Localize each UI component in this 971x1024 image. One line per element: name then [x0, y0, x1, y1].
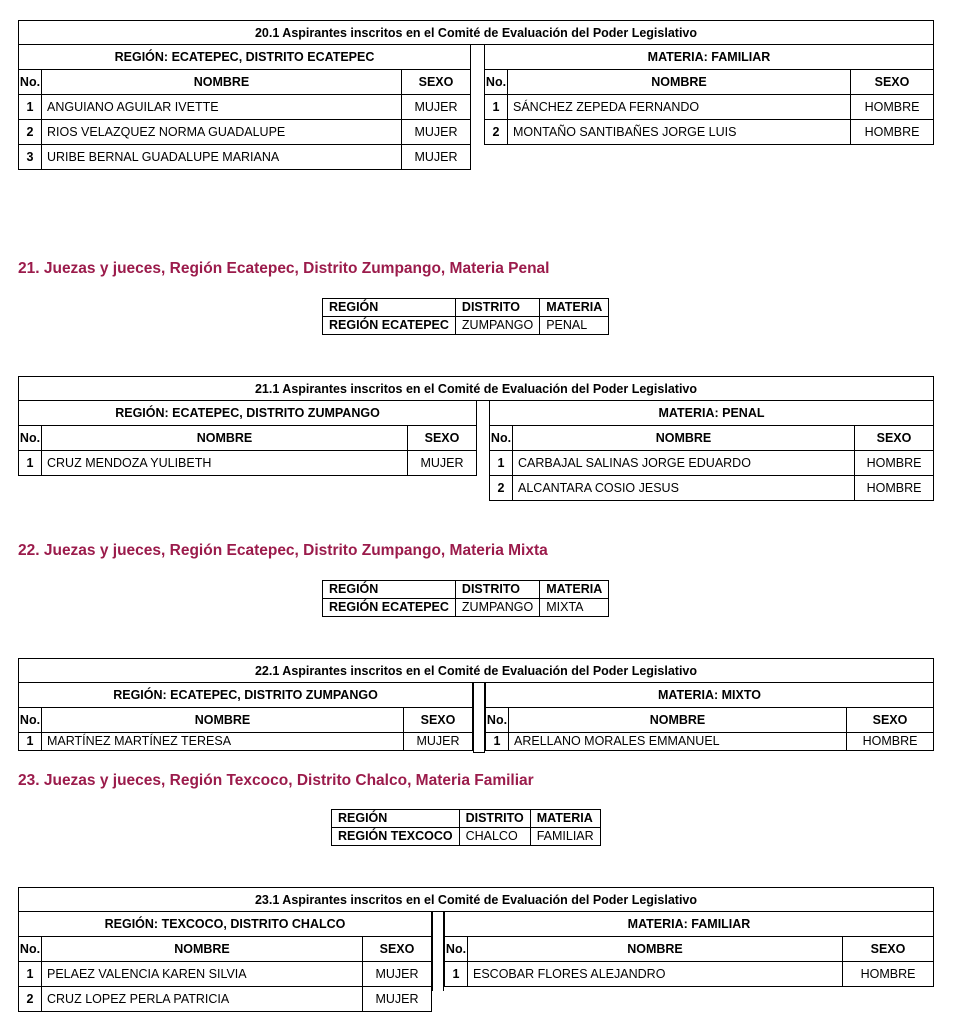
table-caption-21-1: 21.1 Aspirantes inscritos en el Comité de Evaluación del Poder Legislativo [18, 376, 934, 401]
info-h-distrito: DISTRITO [459, 810, 530, 828]
row-no: 1 [485, 95, 508, 120]
divider-22 [473, 682, 485, 753]
right-table-21-1 [489, 400, 934, 501]
info-materia: FAMILIAR [530, 828, 600, 846]
table-row [490, 451, 934, 476]
col-sexo: SEXO [851, 70, 934, 95]
row-no: 1 [19, 733, 42, 751]
info-region: REGIÓN ECATEPEC [323, 317, 456, 335]
col-nombre: NOMBRE [509, 708, 847, 733]
left-title: REGIÓN: ECATEPEC, DISTRITO ECATEPEC [19, 45, 471, 70]
right-title: MATERIA: FAMILIAR [445, 912, 934, 937]
col-sexo: SEXO [843, 937, 934, 962]
col-no: No. [19, 426, 42, 451]
row-sexo: MUJER [404, 733, 473, 751]
table-row [490, 476, 934, 501]
row-sexo: HOMBRE [843, 962, 934, 987]
info-distrito: ZUMPANGO [455, 317, 539, 335]
row-sexo: MUJER [363, 962, 432, 987]
info-distrito: CHALCO [459, 828, 530, 846]
left-title: REGIÓN: TEXCOCO, DISTRITO CHALCO [19, 912, 432, 937]
table-row [485, 95, 934, 120]
col-sexo: SEXO [402, 70, 471, 95]
row-nombre: PELAEZ VALENCIA KAREN SILVIA [42, 962, 363, 987]
col-no: No. [490, 426, 513, 451]
section-heading-22: 22. Juezas y jueces, Región Ecatepec, Distrito Zumpango, Materia Mixta [18, 542, 548, 559]
left-table-23-1 [18, 911, 432, 1012]
left-table-20-1 [18, 44, 471, 170]
row-nombre: ARELLANO MORALES EMMANUEL [509, 733, 847, 751]
row-no: 1 [19, 962, 42, 987]
row-no: 1 [19, 451, 42, 476]
row-no: 1 [445, 962, 468, 987]
right-table-20-1 [484, 44, 934, 145]
row-no: 3 [19, 145, 42, 170]
row-nombre: RIOS VELAZQUEZ NORMA GUADALUPE [42, 120, 402, 145]
table-row [445, 962, 934, 987]
table-row [486, 733, 934, 751]
table-row [19, 95, 471, 120]
table-row [19, 451, 477, 476]
table-row [19, 962, 432, 987]
row-nombre: URIBE BERNAL GUADALUPE MARIANA [42, 145, 402, 170]
col-sexo: SEXO [404, 708, 473, 733]
left-table-22-1 [18, 682, 473, 751]
left-title: REGIÓN: ECATEPEC, DISTRITO ZUMPANGO [19, 401, 477, 426]
row-no: 2 [485, 120, 508, 145]
info-table-21 [322, 298, 609, 335]
table-row [485, 120, 934, 145]
col-nombre: NOMBRE [508, 70, 851, 95]
col-nombre: NOMBRE [42, 426, 408, 451]
col-sexo: SEXO [408, 426, 477, 451]
col-no: No. [19, 708, 42, 733]
section-heading-23: 23. Juezas y jueces, Región Texcoco, Distrito Chalco, Materia Familiar [18, 772, 534, 789]
info-h-region: REGIÓN [323, 581, 456, 599]
row-sexo: HOMBRE [851, 120, 934, 145]
row-nombre: ESCOBAR FLORES ALEJANDRO [468, 962, 843, 987]
info-h-materia: MATERIA [540, 581, 609, 599]
info-h-region: REGIÓN [332, 810, 460, 828]
section-heading-21: 21. Juezas y jueces, Región Ecatepec, Distrito Zumpango, Materia Penal [18, 260, 550, 277]
col-nombre: NOMBRE [42, 937, 363, 962]
info-h-distrito: DISTRITO [455, 299, 539, 317]
row-sexo: HOMBRE [855, 451, 934, 476]
col-sexo: SEXO [363, 937, 432, 962]
info-h-region: REGIÓN [323, 299, 456, 317]
row-nombre: CRUZ MENDOZA YULIBETH [42, 451, 408, 476]
row-nombre: MONTAÑO SANTIBAÑES JORGE LUIS [508, 120, 851, 145]
col-no: No. [19, 937, 42, 962]
row-sexo: MUJER [402, 95, 471, 120]
row-no: 1 [19, 95, 42, 120]
col-nombre: NOMBRE [513, 426, 855, 451]
right-title: MATERIA: MIXTO [486, 683, 934, 708]
info-region: REGIÓN ECATEPEC [323, 599, 456, 617]
row-sexo: MUJER [408, 451, 477, 476]
row-sexo: HOMBRE [851, 95, 934, 120]
col-nombre: NOMBRE [42, 70, 402, 95]
col-no: No. [445, 937, 468, 962]
row-nombre: CRUZ LOPEZ PERLA PATRICIA [42, 987, 363, 1012]
left-table-21-1 [18, 400, 477, 476]
table-row [19, 987, 432, 1012]
col-sexo: SEXO [847, 708, 934, 733]
col-no: No. [485, 70, 508, 95]
table-row [19, 145, 471, 170]
col-nombre: NOMBRE [42, 708, 404, 733]
right-title: MATERIA: FAMILIAR [485, 45, 934, 70]
info-h-distrito: DISTRITO [455, 581, 539, 599]
info-materia: PENAL [540, 317, 609, 335]
row-no: 2 [490, 476, 513, 501]
table-row [19, 120, 471, 145]
row-no: 1 [490, 451, 513, 476]
table-caption-20-1: 20.1 Aspirantes inscritos en el Comité de Evaluación del Poder Legislativo [18, 20, 934, 45]
right-table-23-1 [444, 911, 934, 987]
row-no: 2 [19, 987, 42, 1012]
divider-23 [432, 911, 444, 991]
info-h-materia: MATERIA [540, 299, 609, 317]
row-nombre: CARBAJAL SALINAS JORGE EDUARDO [513, 451, 855, 476]
right-title: MATERIA: PENAL [490, 401, 934, 426]
info-materia: MIXTA [540, 599, 609, 617]
info-distrito: ZUMPANGO [455, 599, 539, 617]
row-nombre: ANGUIANO AGUILAR IVETTE [42, 95, 402, 120]
table-caption-22-1: 22.1 Aspirantes inscritos en el Comité de Evaluación del Poder Legislativo [18, 658, 934, 683]
left-title: REGIÓN: ECATEPEC, DISTRITO ZUMPANGO [19, 683, 473, 708]
right-table-22-1 [485, 682, 934, 751]
table-caption-23-1: 23.1 Aspirantes inscritos en el Comité de Evaluación del Poder Legislativo [18, 887, 934, 912]
table-row [19, 733, 473, 751]
col-no: No. [19, 70, 42, 95]
row-no: 2 [19, 120, 42, 145]
row-nombre: ALCANTARA COSIO JESUS [513, 476, 855, 501]
row-no: 1 [486, 733, 509, 751]
col-sexo: SEXO [855, 426, 934, 451]
row-nombre: SÁNCHEZ ZEPEDA FERNANDO [508, 95, 851, 120]
row-sexo: MUJER [402, 120, 471, 145]
row-sexo: HOMBRE [855, 476, 934, 501]
col-no: No. [486, 708, 509, 733]
info-table-22 [322, 580, 609, 617]
row-sexo: MUJER [363, 987, 432, 1012]
row-sexo: HOMBRE [847, 733, 934, 751]
info-region: REGIÓN TEXCOCO [332, 828, 460, 846]
row-nombre: MARTÍNEZ MARTÍNEZ TERESA [42, 733, 404, 751]
row-sexo: MUJER [402, 145, 471, 170]
col-nombre: NOMBRE [468, 937, 843, 962]
info-h-materia: MATERIA [530, 810, 600, 828]
info-table-23 [331, 809, 601, 846]
